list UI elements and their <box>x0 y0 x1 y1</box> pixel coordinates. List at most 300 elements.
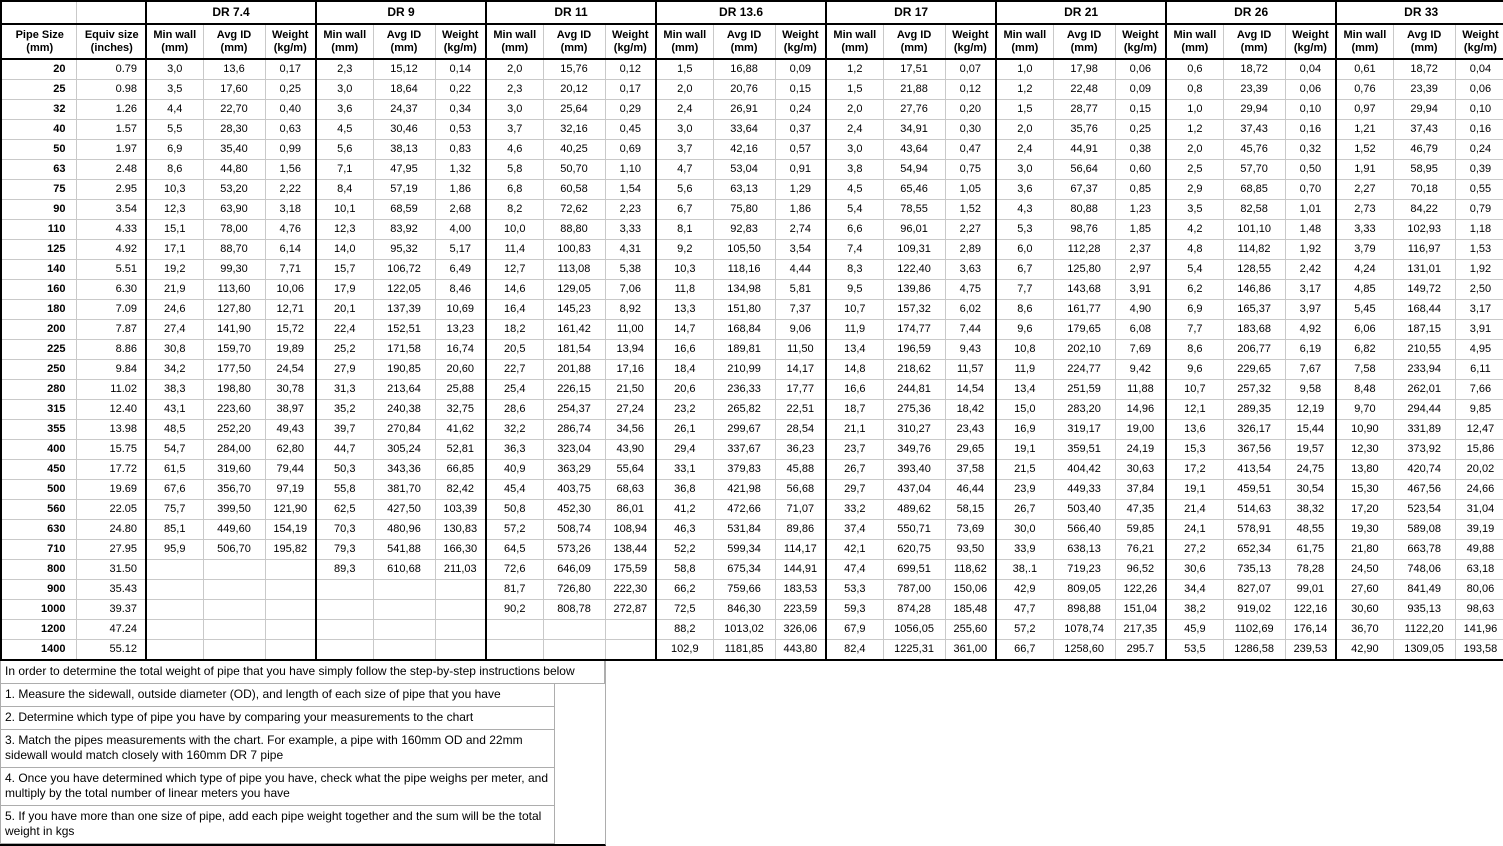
column-header: Min wall (mm) <box>996 24 1053 59</box>
value-cell: 39,19 <box>1455 520 1503 540</box>
value-cell: 2,0 <box>996 120 1053 140</box>
value-cell: 56,68 <box>775 480 826 500</box>
value-cell: 210,99 <box>713 360 775 380</box>
value-cell: 1122,20 <box>1393 620 1455 640</box>
table-row <box>1 340 1503 360</box>
value-cell: 699,51 <box>883 560 945 580</box>
instruction-step: 5. If you have more than one size of pipe, add each pipe weight together and the sum will be the total weight in kgs <box>0 806 555 844</box>
pipe-size-cell: 20 <box>1 59 76 80</box>
value-cell: 17,16 <box>605 360 656 380</box>
value-cell: 0,17 <box>265 59 316 80</box>
table-row <box>1 140 1503 160</box>
value-cell: 10,06 <box>265 280 316 300</box>
value-cell: 6,08 <box>1115 320 1166 340</box>
value-cell: 0,97 <box>1336 100 1393 120</box>
value-cell: 503,40 <box>1053 500 1115 520</box>
table-row <box>1 460 1503 480</box>
value-cell: 935,13 <box>1393 600 1455 620</box>
value-cell <box>605 620 656 640</box>
value-cell <box>543 620 605 640</box>
equiv-size-cell: 39.37 <box>76 600 146 620</box>
value-cell: 32,16 <box>543 120 605 140</box>
value-cell: 1,86 <box>435 180 486 200</box>
value-cell: 14,17 <box>775 360 826 380</box>
value-cell: 13,4 <box>826 340 883 360</box>
value-cell <box>373 620 435 640</box>
pipe-size-cell: 180 <box>1 300 76 320</box>
table-row <box>1 59 1503 80</box>
value-cell: 99,30 <box>203 260 265 280</box>
value-cell: 96,01 <box>883 220 945 240</box>
value-cell: 0,09 <box>775 59 826 80</box>
value-cell: 3,17 <box>1455 300 1503 320</box>
value-cell: 97,19 <box>265 480 316 500</box>
column-header: Avg ID (mm) <box>1393 24 1455 59</box>
value-cell: 82,58 <box>1223 200 1285 220</box>
value-cell: 122,40 <box>883 260 945 280</box>
value-cell: 283,20 <box>1053 400 1115 420</box>
value-cell: 42,16 <box>713 140 775 160</box>
table-row <box>1 580 1503 600</box>
value-cell: 49,43 <box>265 420 316 440</box>
value-cell: 2,89 <box>945 240 996 260</box>
value-cell: 201,88 <box>543 360 605 380</box>
value-cell: 343,36 <box>373 460 435 480</box>
value-cell: 14,0 <box>316 240 373 260</box>
value-cell: 20,60 <box>435 360 486 380</box>
value-cell: 15,30 <box>1336 480 1393 500</box>
value-cell: 0,6 <box>1166 59 1223 80</box>
value-cell: 4,31 <box>605 240 656 260</box>
value-cell: 367,56 <box>1223 440 1285 460</box>
value-cell: 30,6 <box>1166 560 1223 580</box>
value-cell: 4,90 <box>1115 300 1166 320</box>
value-cell: 2,22 <box>265 180 316 200</box>
value-cell: 255,60 <box>945 620 996 640</box>
value-cell: 6,7 <box>656 200 713 220</box>
value-cell: 22,51 <box>775 400 826 420</box>
value-cell: 34,2 <box>146 360 203 380</box>
value-cell: 2,3 <box>316 59 373 80</box>
group-header-row <box>1 1 1503 24</box>
equiv-size-cell: 15.75 <box>76 440 146 460</box>
value-cell: 88,70 <box>203 240 265 260</box>
value-cell <box>435 600 486 620</box>
value-cell: 34,91 <box>883 120 945 140</box>
value-cell: 449,33 <box>1053 480 1115 500</box>
value-cell: 226,15 <box>543 380 605 400</box>
value-cell: 13,80 <box>1336 460 1393 480</box>
value-cell: 735,13 <box>1223 560 1285 580</box>
value-cell: 58,95 <box>1393 160 1455 180</box>
value-cell: 103,39 <box>435 500 486 520</box>
table-row <box>1 360 1503 380</box>
value-cell: 23,2 <box>656 400 713 420</box>
value-cell: 6,14 <box>265 240 316 260</box>
value-cell: 24,19 <box>1115 440 1166 460</box>
value-cell: 1,52 <box>945 200 996 220</box>
value-cell: 2,0 <box>826 100 883 120</box>
column-header: Min wall (mm) <box>1336 24 1393 59</box>
column-header: Avg ID (mm) <box>203 24 265 59</box>
value-cell: 36,23 <box>775 440 826 460</box>
value-cell: 1,18 <box>1455 220 1503 240</box>
value-cell: 210,55 <box>1393 340 1455 360</box>
value-cell: 489,62 <box>883 500 945 520</box>
value-cell: 79,44 <box>265 460 316 480</box>
value-cell <box>203 580 265 600</box>
value-cell: 122,26 <box>1115 580 1166 600</box>
pipe-size-cell: 500 <box>1 480 76 500</box>
value-cell: 122,05 <box>373 280 435 300</box>
value-cell: 4,00 <box>435 220 486 240</box>
table-row <box>1 100 1503 120</box>
table-row <box>1 500 1503 520</box>
column-header: Weight (kg/m) <box>945 24 996 59</box>
value-cell: 2,9 <box>1166 180 1223 200</box>
value-cell: 4,7 <box>656 160 713 180</box>
value-cell: 675,34 <box>713 560 775 580</box>
value-cell: 62,5 <box>316 500 373 520</box>
value-cell: 299,67 <box>713 420 775 440</box>
value-cell: 78,28 <box>1285 560 1336 580</box>
value-cell: 88,2 <box>656 620 713 640</box>
pipe-size-cell: 280 <box>1 380 76 400</box>
value-cell: 27,2 <box>1166 540 1223 560</box>
value-cell: 3,0 <box>826 140 883 160</box>
value-cell: 4,44 <box>775 260 826 280</box>
value-cell: 16,6 <box>826 380 883 400</box>
value-cell: 54,7 <box>146 440 203 460</box>
value-cell: 808,78 <box>543 600 605 620</box>
value-cell: 15,72 <box>265 320 316 340</box>
value-cell: 381,70 <box>373 480 435 500</box>
pipe-size-cell: 90 <box>1 200 76 220</box>
value-cell: 0,83 <box>435 140 486 160</box>
column-header: Avg ID (mm) <box>713 24 775 59</box>
value-cell <box>435 620 486 640</box>
value-cell: 47,4 <box>826 560 883 580</box>
value-cell: 12,30 <box>1336 440 1393 460</box>
pipe-size-cell: 355 <box>1 420 76 440</box>
value-cell: 146,86 <box>1223 280 1285 300</box>
value-cell: 2,42 <box>1285 260 1336 280</box>
value-cell: 18,4 <box>656 360 713 380</box>
value-cell: 18,72 <box>1393 59 1455 80</box>
value-cell: 0,39 <box>1455 160 1503 180</box>
value-cell: 874,28 <box>883 600 945 620</box>
value-cell: 4,8 <box>1166 240 1223 260</box>
value-cell: 10,69 <box>435 300 486 320</box>
value-cell: 1,2 <box>826 59 883 80</box>
value-cell: 0,25 <box>1115 120 1166 140</box>
value-cell: 251,59 <box>1053 380 1115 400</box>
value-cell: 40,25 <box>543 140 605 160</box>
value-cell: 30,63 <box>1115 460 1166 480</box>
value-cell: 2,73 <box>1336 200 1393 220</box>
table-body <box>1 59 1503 660</box>
value-cell: 168,44 <box>1393 300 1455 320</box>
value-cell: 4,2 <box>1166 220 1223 240</box>
value-cell <box>146 640 203 661</box>
value-cell: 10,7 <box>1166 380 1223 400</box>
equiv-size-cell: 9.84 <box>76 360 146 380</box>
value-cell: 7,7 <box>996 280 1053 300</box>
value-cell: 404,42 <box>1053 460 1115 480</box>
value-cell: 4,6 <box>486 140 543 160</box>
equiv-size-cell: 1.26 <box>76 100 146 120</box>
column-header: Avg ID (mm) <box>373 24 435 59</box>
value-cell <box>265 600 316 620</box>
value-cell: 95,32 <box>373 240 435 260</box>
value-cell: 286,74 <box>543 420 605 440</box>
group-header: DR 33 <box>1336 1 1503 24</box>
pipe-size-cell: 630 <box>1 520 76 540</box>
value-cell: 202,10 <box>1053 340 1115 360</box>
corner-cell <box>76 1 146 24</box>
value-cell: 14,54 <box>945 380 996 400</box>
value-cell: 5,17 <box>435 240 486 260</box>
equiv-size-cell: 55.12 <box>76 640 146 661</box>
pipe-size-cell: 710 <box>1 540 76 560</box>
value-cell: 96,52 <box>1115 560 1166 580</box>
value-cell <box>605 640 656 661</box>
value-cell: 1258,60 <box>1053 640 1115 661</box>
value-cell: 138,44 <box>605 540 656 560</box>
value-cell: 80,06 <box>1455 580 1503 600</box>
instruction-step: 2. Determine which type of pipe you have by comparing your measurements to the chart <box>0 707 555 730</box>
value-cell: 541,88 <box>373 540 435 560</box>
value-cell: 3,8 <box>826 160 883 180</box>
value-cell: 5,4 <box>1166 260 1223 280</box>
equiv-size-cell: 4.33 <box>76 220 146 240</box>
value-cell: 589,08 <box>1393 520 1455 540</box>
value-cell: 46,3 <box>656 520 713 540</box>
value-cell: 1,05 <box>945 180 996 200</box>
value-cell: 90,2 <box>486 600 543 620</box>
value-cell: 3,18 <box>265 200 316 220</box>
value-cell: 1,0 <box>996 59 1053 80</box>
value-cell: 43,64 <box>883 140 945 160</box>
value-cell: 0,12 <box>945 80 996 100</box>
value-cell: 919,02 <box>1223 600 1285 620</box>
value-cell: 196,59 <box>883 340 945 360</box>
value-cell: 29,7 <box>826 480 883 500</box>
value-cell: 59,85 <box>1115 520 1166 540</box>
value-cell: 898,88 <box>1053 600 1115 620</box>
value-cell <box>486 640 543 661</box>
value-cell: 30,54 <box>1285 480 1336 500</box>
group-header: DR 21 <box>996 1 1166 24</box>
value-cell: 183,68 <box>1223 320 1285 340</box>
value-cell: 32,75 <box>435 400 486 420</box>
value-cell: 141,90 <box>203 320 265 340</box>
value-cell: 21,5 <box>996 460 1053 480</box>
value-cell: 83,92 <box>373 220 435 240</box>
value-cell: 3,54 <box>775 240 826 260</box>
value-cell <box>203 620 265 640</box>
value-cell: 254,37 <box>543 400 605 420</box>
value-cell: 45,9 <box>1166 620 1223 640</box>
value-cell <box>373 640 435 661</box>
pipe-size-cell: 200 <box>1 320 76 340</box>
value-cell: 12,19 <box>1285 400 1336 420</box>
value-cell: 523,54 <box>1393 500 1455 520</box>
value-cell: 52,81 <box>435 440 486 460</box>
value-cell: 0,69 <box>605 140 656 160</box>
value-cell: 39,7 <box>316 420 373 440</box>
value-cell: 726,80 <box>543 580 605 600</box>
value-cell: 0,55 <box>1455 180 1503 200</box>
value-cell: 0,30 <box>945 120 996 140</box>
value-cell: 326,17 <box>1223 420 1285 440</box>
value-cell: 19,57 <box>1285 440 1336 460</box>
value-cell: 24,6 <box>146 300 203 320</box>
value-cell: 0,25 <box>265 80 316 100</box>
value-cell: 480,96 <box>373 520 435 540</box>
group-header: DR 11 <box>486 1 656 24</box>
value-cell: 3,79 <box>1336 240 1393 260</box>
value-cell: 599,34 <box>713 540 775 560</box>
value-cell: 1,48 <box>1285 220 1336 240</box>
value-cell: 179,65 <box>1053 320 1115 340</box>
value-cell <box>203 600 265 620</box>
value-cell: 1013,02 <box>713 620 775 640</box>
value-cell: 154,19 <box>265 520 316 540</box>
value-cell: 1,53 <box>1455 240 1503 260</box>
value-cell: 71,07 <box>775 500 826 520</box>
value-cell: 379,83 <box>713 460 775 480</box>
value-cell: 2,0 <box>1166 140 1223 160</box>
value-cell: 5,3 <box>996 220 1053 240</box>
value-cell: 141,96 <box>1455 620 1503 640</box>
value-cell: 17,1 <box>146 240 203 260</box>
value-cell: 24,37 <box>373 100 435 120</box>
value-cell: 229,65 <box>1223 360 1285 380</box>
value-cell: 15,12 <box>373 59 435 80</box>
value-cell: 1,29 <box>775 180 826 200</box>
value-cell: 30,0 <box>996 520 1053 540</box>
value-cell <box>316 600 373 620</box>
value-cell: 58,8 <box>656 560 713 580</box>
value-cell: 4,5 <box>826 180 883 200</box>
pipe-size-cell: 450 <box>1 460 76 480</box>
value-cell: 11,9 <box>996 360 1053 380</box>
corner-cell <box>1 1 76 24</box>
value-cell: 265,82 <box>713 400 775 420</box>
value-cell: 187,15 <box>1393 320 1455 340</box>
value-cell: 47,35 <box>1115 500 1166 520</box>
value-cell: 24,1 <box>1166 520 1223 540</box>
value-cell: 0,79 <box>1455 200 1503 220</box>
value-cell: 2,68 <box>435 200 486 220</box>
value-cell: 24,50 <box>1336 560 1393 580</box>
value-cell: 2,50 <box>1455 280 1503 300</box>
value-cell: 166,30 <box>435 540 486 560</box>
value-cell: 809,05 <box>1053 580 1115 600</box>
value-cell: 9,06 <box>775 320 826 340</box>
table-row <box>1 600 1503 620</box>
value-cell: 41,62 <box>435 420 486 440</box>
value-cell: 25,64 <box>543 100 605 120</box>
column-header: Min wall (mm) <box>1166 24 1223 59</box>
pipe-size-cell: 32 <box>1 100 76 120</box>
value-cell: 118,62 <box>945 560 996 580</box>
value-cell: 427,50 <box>373 500 435 520</box>
value-cell: 6,9 <box>146 140 203 160</box>
value-cell: 13,6 <box>203 59 265 80</box>
equiv-size-cell: 19.69 <box>76 480 146 500</box>
value-cell: 70,18 <box>1393 180 1455 200</box>
value-cell: 27,24 <box>605 400 656 420</box>
value-cell: 2,74 <box>775 220 826 240</box>
value-cell: 437,04 <box>883 480 945 500</box>
value-cell: 37,4 <box>826 520 883 540</box>
value-cell: 98,76 <box>1053 220 1115 240</box>
value-cell: 272,87 <box>605 600 656 620</box>
table-row <box>1 300 1503 320</box>
pipe-size-cell: 225 <box>1 340 76 360</box>
value-cell: 16,74 <box>435 340 486 360</box>
value-cell: 50,8 <box>486 500 543 520</box>
instruction-step: 1. Measure the sidewall, outside diameter (OD), and length of each size of pipe that you have <box>0 684 555 707</box>
value-cell: 620,75 <box>883 540 945 560</box>
value-cell: 144,91 <box>775 560 826 580</box>
value-cell: 0,75 <box>945 160 996 180</box>
table-row <box>1 520 1503 540</box>
value-cell: 48,55 <box>1285 520 1336 540</box>
equiv-size-cell: 35.43 <box>76 580 146 600</box>
value-cell: 30,8 <box>146 340 203 360</box>
value-cell: 165,37 <box>1223 300 1285 320</box>
table-row <box>1 640 1503 661</box>
value-cell: 66,2 <box>656 580 713 600</box>
value-cell: 22,7 <box>486 360 543 380</box>
pipe-size-cell: 160 <box>1 280 76 300</box>
value-cell: 573,26 <box>543 540 605 560</box>
value-cell: 21,9 <box>146 280 203 300</box>
value-cell: 168,84 <box>713 320 775 340</box>
equiv-size-cell: 31.50 <box>76 560 146 580</box>
equiv-size-cell: 6.30 <box>76 280 146 300</box>
value-cell: 16,88 <box>713 59 775 80</box>
value-cell: 177,50 <box>203 360 265 380</box>
equiv-size-cell: 24.80 <box>76 520 146 540</box>
value-cell: 0,53 <box>435 120 486 140</box>
value-cell: 240,38 <box>373 400 435 420</box>
value-cell: 189,81 <box>713 340 775 360</box>
equiv-size-cell: 11.02 <box>76 380 146 400</box>
value-cell: 2,27 <box>945 220 996 240</box>
value-cell: 45,76 <box>1223 140 1285 160</box>
value-cell: 15,7 <box>316 260 373 280</box>
value-cell: 2,23 <box>605 200 656 220</box>
value-cell: 1,52 <box>1336 140 1393 160</box>
value-cell: 139,86 <box>883 280 945 300</box>
value-cell: 1,91 <box>1336 160 1393 180</box>
value-cell: 11,9 <box>826 320 883 340</box>
value-cell: 1,32 <box>435 160 486 180</box>
value-cell: 35,76 <box>1053 120 1115 140</box>
value-cell: 4,3 <box>996 200 1053 220</box>
value-cell: 55,64 <box>605 460 656 480</box>
value-cell: 38,3 <box>146 380 203 400</box>
value-cell: 1,0 <box>1166 100 1223 120</box>
value-cell: 403,75 <box>543 480 605 500</box>
value-cell: 0,50 <box>1285 160 1336 180</box>
group-header: DR 9 <box>316 1 486 24</box>
value-cell: 150,06 <box>945 580 996 600</box>
